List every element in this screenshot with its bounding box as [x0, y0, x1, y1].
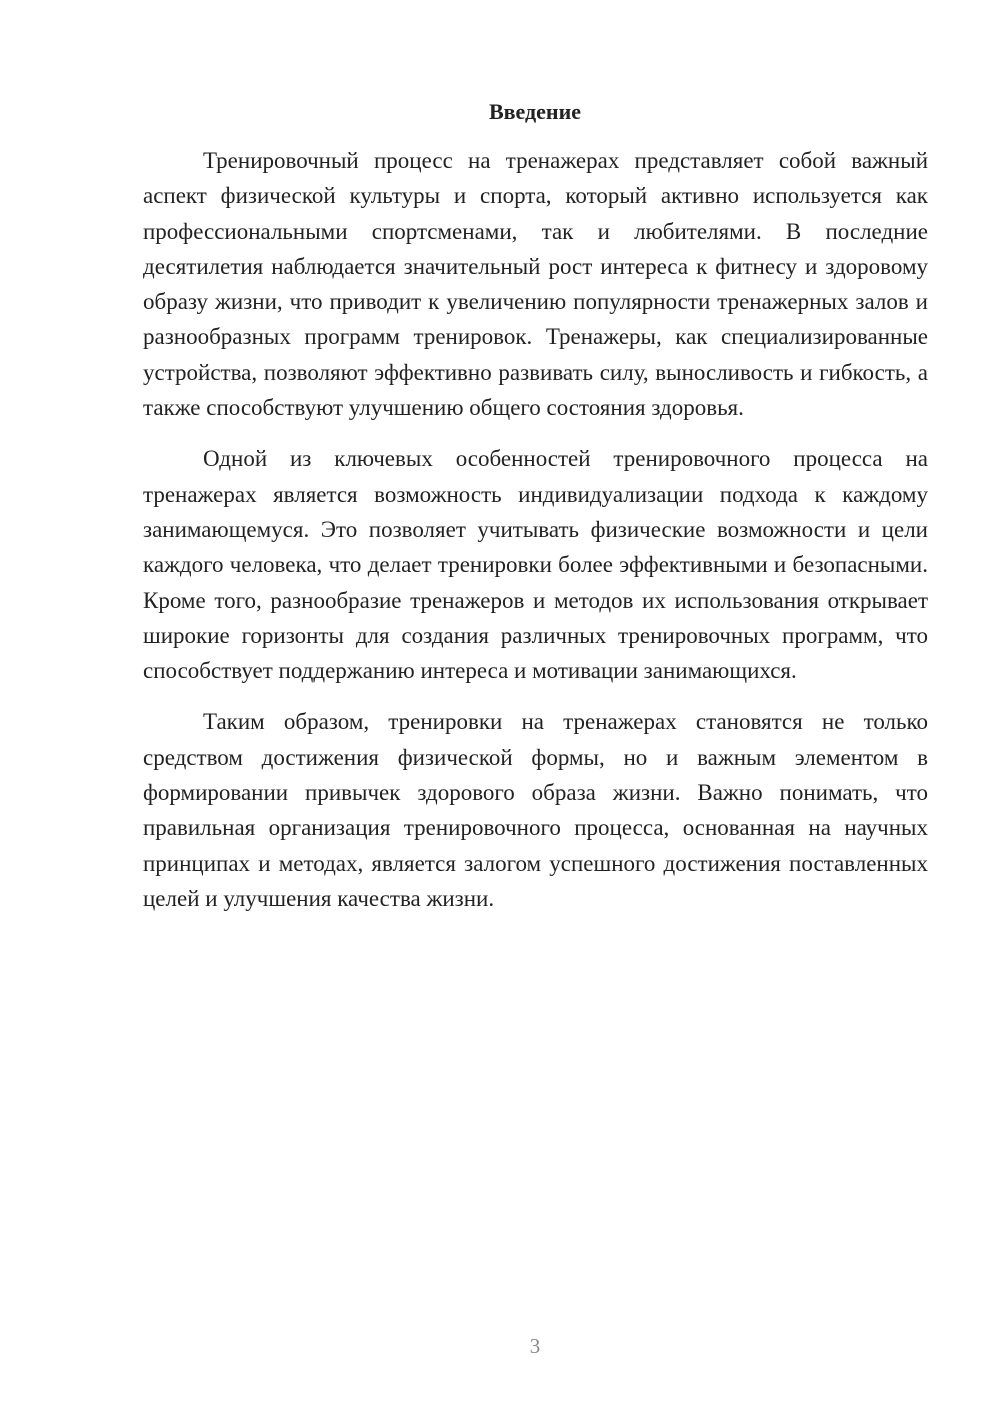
paragraph-2: Одной из ключевых особенностей тренировочного процесса на тренажерах является возможность индивидуализации подхода к каждому занимающемуся. Это позволяет учитывать физические возможности и цели каждого человека, что делает тренировки более эффективными и безопасными. Кроме того, разнообразие тренажеров и методов их использования открывает широкие горизонты для создания различных тренировочных программ, что способствует поддержанию интереса и мотивации занимающихся.	[143, 446, 928, 684]
page-number: 3	[529, 1334, 541, 1358]
section-title: Введение	[488, 99, 582, 124]
paragraph-3: Таким образом, тренировки на тренажерах становятся не только средством достижения физической формы, но и важным элементом в формировании привычек здорового образа жизни. Важно понимать, что правильная организация тренировочного процесса, основанная на научных принципах и методах, является залогом успешного достижения поставленных целей и улучшения качества жизни.	[143, 709, 928, 911]
paragraph-1: Тренировочный процесс на тренажерах представляет собой важный аспект физической культуры и спорта, который активно используется как профессиональными спортсменами, так и любителями. В последние десятилетия наблюдается значительный рост интереса к фитнесу и здоровому образу жизни, что приводит к увеличению популярности тренажерных залов и разнообразных программ тренировок. Тренажеры, как специализированные устройства, позволяют эффективно развивать силу, выносливость и гибкость, а также способствуют улучшению общего состояния здоровья.	[143, 148, 928, 421]
body-text	[143, 143, 928, 916]
